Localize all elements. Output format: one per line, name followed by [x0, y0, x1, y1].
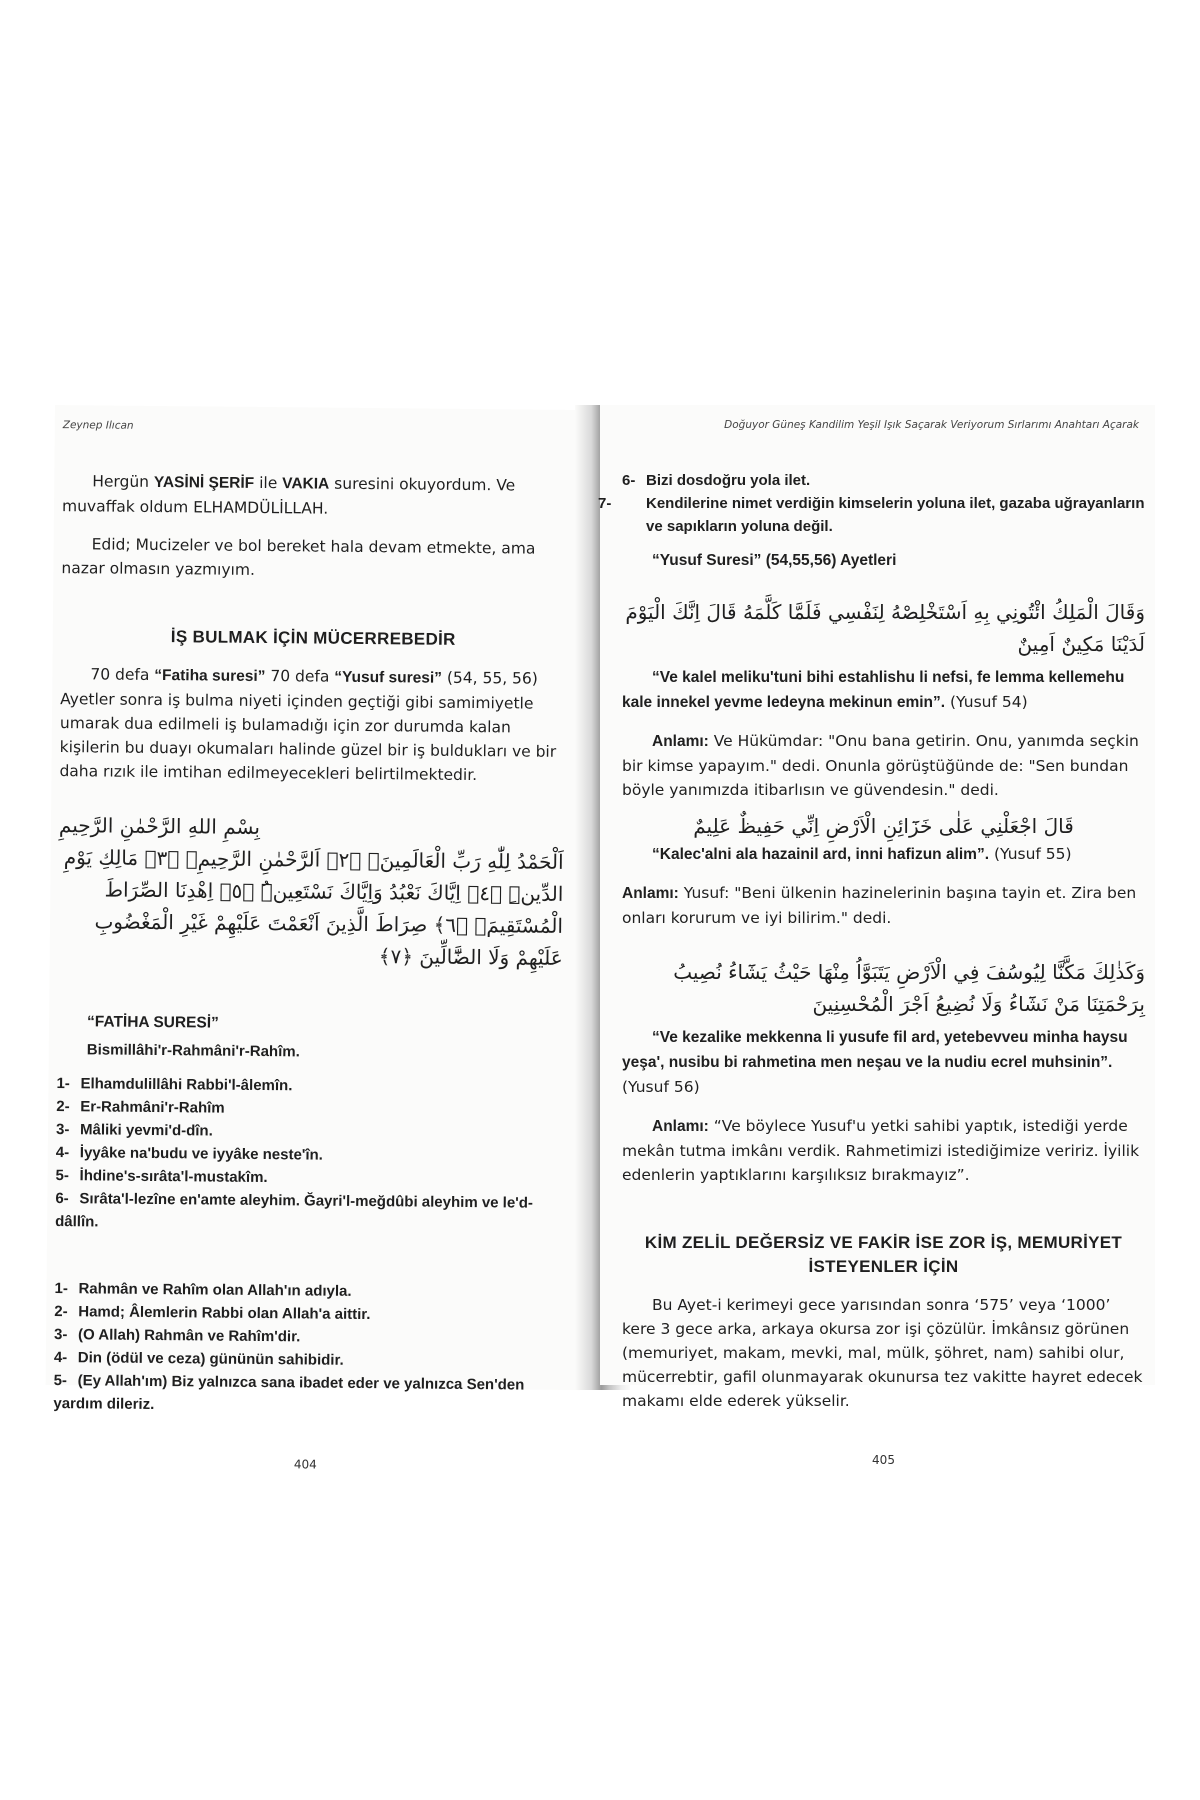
book-spread — [53, 405, 1155, 1472]
basmala-arabic: بِسْمِ اللهِ الرَّحْمٰنِ الرَّحِيمِ — [58, 813, 261, 839]
list-item: 4- İyyâke na'budu ve iyyâke neste'în. — [55, 1144, 323, 1164]
intro-paragraph-2: Edid; Mucizeler ve bol bereket hala devam etmekte, ama nazar olmasın yazmıyım. — [61, 535, 536, 579]
fatiha-translit-list — [55, 1072, 562, 1238]
list-item: 6- Sırâta'l-lezîne en'amte aleyhim. Ğayri'l-meğdûbi aleyhim ve le'd-dâllîn. — [55, 1190, 534, 1231]
fatiha-basmala-translit: Bismillâhi'r-Rahmâni'r-Rahîm. — [86, 1041, 300, 1061]
list-item: 6- Bizi dosdoğru yola ilet. — [622, 472, 811, 489]
ayah-56-translit: “Ve kezalike mekkenna li yusufe fil ard, yetebevveu minha haysu yeşa', nusibu bi rahmetina men neşau ve la nudiu ecrel muhsinin”. (Yusuf 56) — [622, 1029, 1128, 1096]
yusuf-section-title: “Yusuf Suresi” (54,55,56) Ayetleri — [652, 552, 897, 569]
ayah-56-arabic: وَكَذٰلِكَ مَكَّنَّا لِيُوسُفَ فِي الْاَرْضِ يَتَبَوَّاُ مِنْهَا حَيْثُ يَشَٓاءُ نُصِيبُ بِرَحْمَتِنَا مَنْ نَشَٓاءُ وَلَا نُضِيعُ اَجْرَ الْمُحْسِنِينَ — [673, 960, 1145, 1016]
fatiha-meaning-list — [53, 1277, 559, 1420]
right-running-head: Doğuyor Güneş Kandilim Yeşil Işık Saçarak Veriyorum Sırlarımı Anahtarı Açarak — [724, 419, 1139, 431]
ayah-55-arabic: قَالَ اجْعَلْنِي عَلٰى خَزَٓائِنِ الْاَرْضِ اِنِّي حَفِيظٌ عَلِيمٌ — [693, 814, 1074, 838]
intro-paragraph-1: Hergün YASİNİ ŞERİF ile VAKIA suresini okuyordum. Ve muvaffak oldum ELHAMDÜLİLLAH. — [61, 472, 516, 518]
list-item: 1- Elhamdulillâhi Rabbi'l-âlemîn. — [56, 1075, 293, 1095]
ayah-54-translit: “Ve kalel meliku'tuni bihi estahlishu li nefsi, fe lemma kellemehu kale innekel yevme ledeyna mekinun emin”. (Yusuf 54) — [622, 669, 1125, 711]
fatiha-title: “FATİHA SURESİ” — [86, 1013, 219, 1032]
list-item: 3- (O Allah) Rahmân ve Rahîm'dir. — [53, 1326, 301, 1346]
final-paragraph: Bu Ayet-i kerimeyi gece yarısından sonra ‘575’ veya ‘1000’ kere 3 gece arka, arkaya okursa zor işi çözülür. İmkânsız görünen (memuriyet, makam, mevki, mal, mülk, şöhret, nam) sahibi olur, mücerrebtir, gafil olunmayarak okunursa tez vakitte hayret edecek makamı elde ederek yükselir. — [622, 1296, 1143, 1410]
ayah-55-meaning: Anlamı: Yusuf: "Beni ülkenin hazinelerinin başına tayin et. Zira ben onları korurum ve iyi bilirim." dedi. — [622, 884, 1137, 927]
right-page — [598, 405, 1155, 1467]
vakia-label: VAKIA — [282, 475, 330, 493]
section-heading-job: İŞ BULMAK İÇİN MÜCERREBEDİR — [170, 627, 456, 649]
left-page — [46, 405, 590, 1472]
list-item: 5- (Ey Allah'ım) Biz yalnızca sana ibadet eder ve yalnızca Sen'den yardım dileriz. — [53, 1372, 525, 1413]
ayah-54-meaning: Anlamı: Ve Hükümdar: "Onu bana getirin. Onu, yanımda seçkin bir kimse yapayım." dedi. Onunla görüştüğünde de: "Sen bundan böyle yanımızda itibarlısın ve güvendesin." dedi. — [622, 732, 1139, 799]
list-item: 7- Kendilerine nimet verdiğin kimselerin yoluna ilet, gazaba uğrayanların ve sapıkların yoluna değil. — [598, 495, 1145, 535]
ayah-54-arabic: وَقَالَ الْمَلِكُ ائْتُونِي بِهِ اَسْتَخْلِصْهُ لِنَفْسِي فَلَمَّا كَلَّمَهُ قَالَ اِنَّكَ الْيَوْمَ لَدَيْنَا مَكِينٌ اَمِينٌ — [625, 600, 1145, 656]
list-item: 4- Din (ödül ve ceza) gününün sahibidir. — [53, 1349, 344, 1369]
list-item: 3- Mâliki yevmi'd-dîn. — [55, 1121, 213, 1140]
left-page-number: 404 — [293, 1457, 317, 1472]
list-item: 2- Er-Rahmâni'r-Rahîm — [56, 1098, 225, 1117]
right-page-number: 405 — [872, 1453, 895, 1467]
ayah-56-meaning: Anlamı: “Ve böylece Yusuf'u yetki sahibi yaptık, istediği yerde mekân tutma imkânı verdik. Rahmetimizi istediğimize veririz. İyilik edenlerin yaptıklarını karşılıksız bırakmayız”. — [622, 1117, 1140, 1184]
ayah-55-translit: “Kalec'alni ala hazainil ard, inni hafizun alim”. (Yusuf 55) — [652, 845, 1072, 863]
list-item: 1- Rahmân ve Rahîm olan Allah'ın adıyla. — [54, 1280, 352, 1300]
left-running-head: Zeynep Ilıcan — [62, 419, 134, 432]
list-item: 2- Hamd; Âlemlerin Rabbi olan Allah'a aittir. — [54, 1303, 371, 1324]
yasin-label: YASİNİ ŞERİF — [153, 473, 255, 492]
fatiha-meaning-list-continued — [598, 469, 1145, 538]
instruction-paragraph: 70 defa “Fatiha suresi” 70 defa “Yusuf suresi” (54, 55, 56) Ayetler sonra iş bulma niyeti içinden geçtiği gibi samimiyetle umarak dua edilmeli iş bulamadığı için zor durumda kalan kişilerin bu duayı okumaları halinde güzel bir iş buldukları ve bir daha rızık ile imtihan edilmeyecekleri belirtilmektedir. — [59, 665, 557, 785]
list-item: 5- İhdine's-sırâta'l-mustakîm. — [55, 1167, 268, 1187]
fatiha-arabic: اَلْحَمْدُ لِلّٰهِ رَبِّ الْعَالَمِينَۙ ﴿٢﴾ اَلرَّحْمٰنِ الرَّحِيمِۙ ﴿٣﴾ مَالِكِ يَوْمِ الدِّينِۜ ﴿٤﴾ اِيَّاكَ نَعْبُدُ وَاِيَّاكَ نَسْتَعِينُۜ ﴿٥﴾ اِهْدِنَا الصِّرَاطَ الْمُسْتَقِيمَۙ ﴿٦﴾ صِرَاطَ الَّذِينَ اَنْعَمْتَ عَلَيْهِمْ غَيْرِ الْمَغْضُوبِ عَلَيْهِمْ وَلَا الضَّٓالِّينَ ﴿٧﴾ — [63, 845, 564, 970]
section-heading-hard-job: KİM ZELİL DEĞERSİZ VE FAKİR İSE ZOR İŞ, MEMURİYET İSTEYENLER İÇİN — [644, 1233, 1123, 1276]
